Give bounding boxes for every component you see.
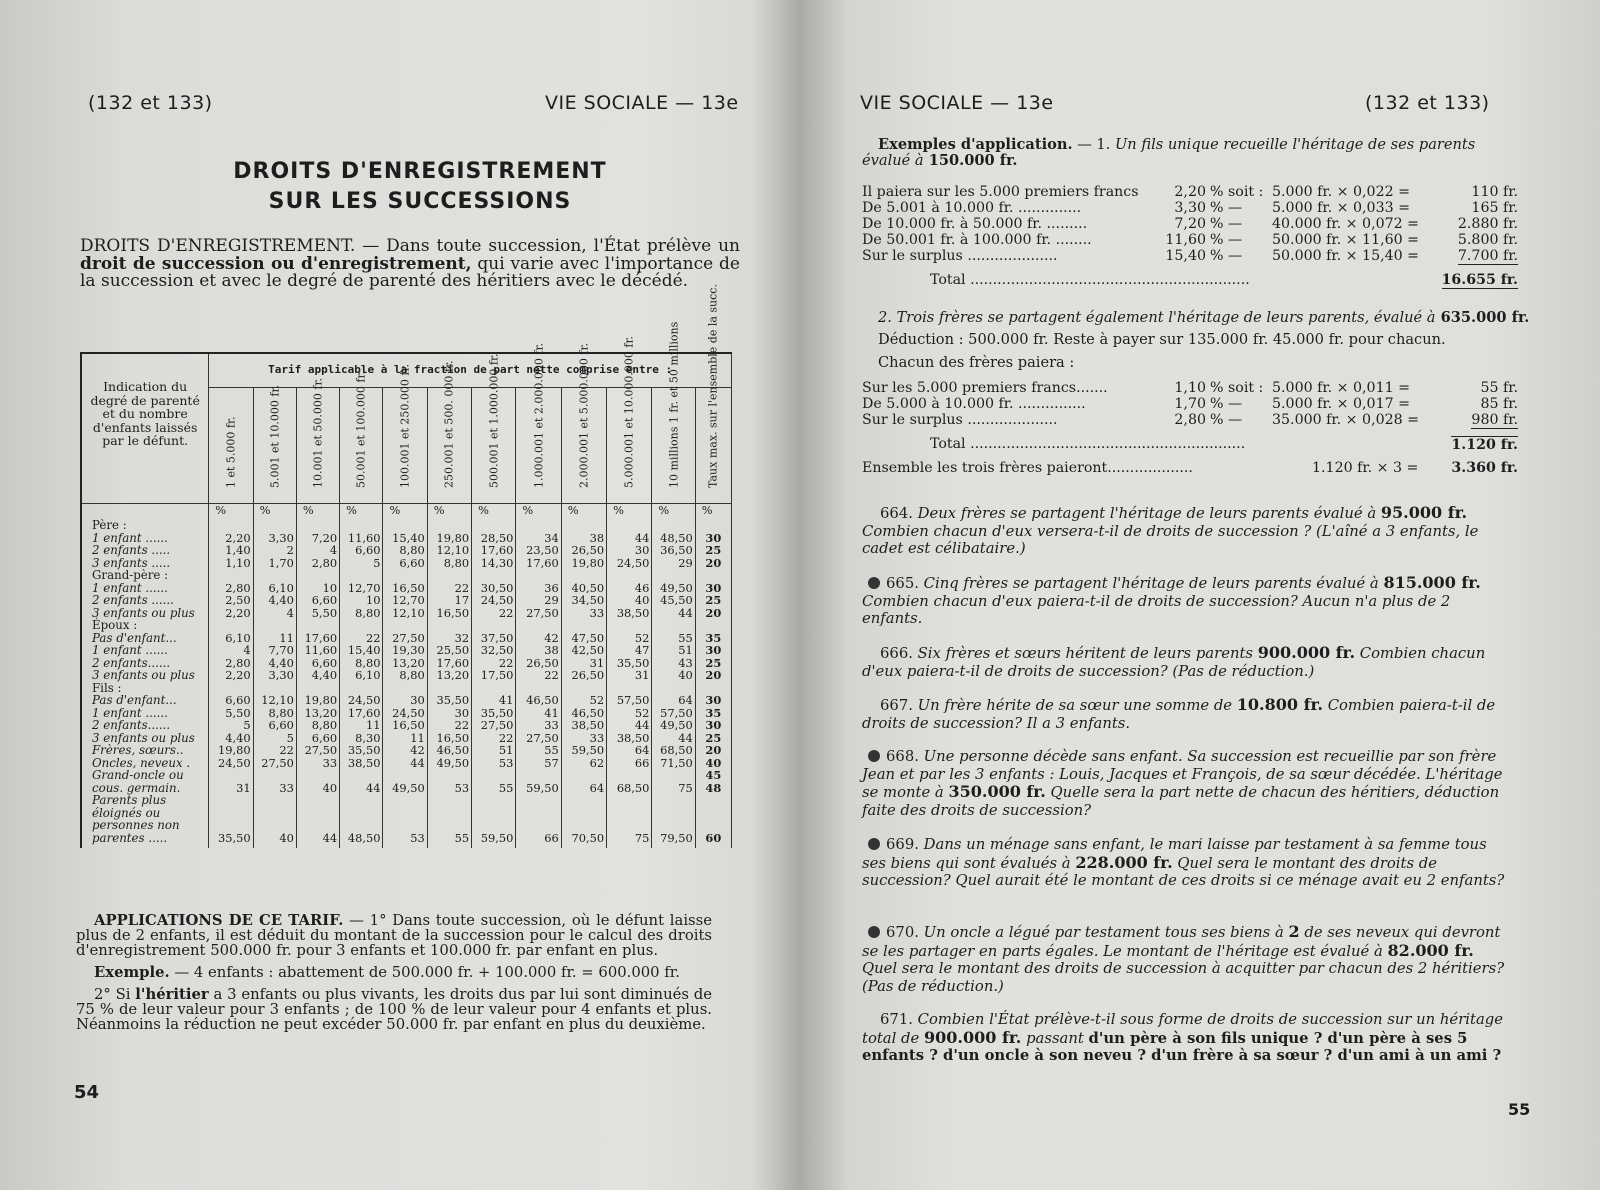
exercise-664: 664. Deux frères se partagent l'héritage de leurs parents évalué à 95.000 fr. Combien chacun d'eux versera-t-il de droits de succession ? (L'aîné a 3 enfants, le cadet est célibataire.) — [862, 503, 1479, 557]
calc-row: De 50.001 fr. à 100.000 fr. ........ 11,60 % — 50.000 fr. × 11,60 = 5.800 fr. — [862, 232, 1518, 248]
calc-row: Sur le surplus .................... 2,80 % — 35.000 fr. × 0,028 = 980 fr. — [862, 412, 1518, 428]
calc-row: De 10.000 fr. à 50.000 fr. ......... 7,20 % — 40.000 fr. × 0,072 = 2.880 fr. — [862, 216, 1518, 232]
percent-row: % % % % % % % % % % % % — [81, 503, 732, 519]
table-caption: Tarif applicable à la fraction de part nette comprise entre : — [209, 353, 732, 387]
table-row: 3 enfants ..... 1,10 1,70 2,80 5 6,60 8,80 14,30 17,60 19,80 24,50 29 20 — [81, 557, 732, 570]
tariff-table — [80, 283, 732, 848]
exercise-669: 669. Dans un ménage sans enfant, le mari laisse par testament à sa femme tous ses biens qui sont évalués à 228.000 fr. Quel sera le montant des droits de succession? Quel aurait été le montant de ces droits si ce ménage avait eu 2 enfants? — [862, 836, 1505, 889]
table-row: Frères, sœurs.. 19,80 22 27,50 35,50 42 46,50 51 55 59,50 64 68,50 20 — [81, 744, 732, 757]
example-2-ensemble: Ensemble les trois frères paieront................... 1.120 fr. × 3 = 3.360 fr. — [862, 460, 1518, 476]
example-2-statement: 2. Trois frères se partagent également l'héritage de leurs parents, évalué à 635.000 fr. — [878, 309, 1530, 326]
table-row: Époux : — [81, 619, 732, 632]
table-row: 2 enfants ..... 1,40 2 4 6,60 8,80 12,10 17,60 23,50 26,50 30 36,50 25 — [81, 544, 732, 557]
table-row: Fils : — [81, 682, 732, 695]
calc-row: De 5.001 à 10.000 fr. .............. 3,30 % — 5.000 fr. × 0,033 = 165 fr. — [862, 200, 1518, 216]
column-header: 100.001 et 250.000 fr. — [383, 387, 427, 503]
column-header: 250.001 et 500. 000 fr. — [427, 387, 471, 503]
column-header: 10 millions 1 fr. et 50 millions — [652, 387, 695, 503]
column-header: 5.001 et 10.000 fr. — [253, 387, 296, 503]
calc-row: Sur le surplus .................... 15,40 % — 50.000 fr. × 15,40 = 7.700 fr. — [862, 248, 1518, 264]
table-row: Oncles, neveux . 24,50 27,50 33 38,50 44 49,50 53 57 62 66 71,50 40 — [81, 757, 732, 770]
column-header: 1 et 5.000 fr. — [209, 387, 253, 503]
example-1-total: Total .............................................................. 16.655 fr. — [930, 272, 1518, 288]
table-row: 1 enfant ...... 2,80 6,10 10 12,70 16,50 22 30,50 36 40,50 46 49,50 30 — [81, 582, 732, 595]
indication-header: Indication du degré de parenté et du nombre d'enfants laissés par le défunt. — [81, 353, 209, 503]
table-row: Père : — [81, 519, 732, 532]
table-row: 2 enfants...... 5 6,60 8,80 11 16,50 22 27,50 33 38,50 44 49,50 30 — [81, 719, 732, 732]
page-number-right: 55 — [1508, 1100, 1531, 1119]
exercise-666: 666. Six frères et sœurs héritent de leurs parents 900.000 fr. Combien chacun d'eux paiera-t-il de droits de succession? (Pas de réduction.) — [862, 643, 1486, 680]
table-row: 3 enfants ou plus 4,40 5 6,60 8,30 11 16,50 22 27,50 33 38,50 44 25 — [81, 732, 732, 745]
column-header: 1.000.001 et 2.000.000 fr. — [516, 387, 561, 503]
example-2-total: Total ............................................................. 1.120 fr. — [930, 436, 1518, 453]
exercise-665: 665. Cinq frères se partagent l'héritage de leurs parents évalué à 815.000 fr. Combien chacun d'eux paiera-t-il de droits de succession? Aucun n'a plus de 2 enfants. — [862, 573, 1481, 627]
column-header: 50.001 et 100.000 fr. — [340, 387, 383, 503]
table-row: 1 enfant ...... 4 7,70 11,60 15,40 19,30 25,50 32,50 38 42,50 47 51 30 — [81, 644, 732, 657]
table-row: 2 enfants...... 2,80 4,40 6,60 8,80 13,20 17,60 22 26,50 31 35,50 43 25 — [81, 657, 732, 670]
example-1-statement: Exemples d'application. — 1. Un fils unique recueille l'héritage de ses parents évalué à 150.000 fr. — [862, 136, 1476, 169]
example-2-chacun: Chacun des frères paiera : — [878, 354, 1075, 371]
table-row: 1 enfant ...... 5,50 8,80 13,20 17,60 24,50 30 35,50 41 46,50 52 57,50 35 — [81, 707, 732, 720]
example-2-calculation — [862, 380, 1518, 428]
applications-section: APPLICATIONS DE CE TARIF. — 1° Dans toute succession, où le défunt laisse plus de 2 enfants, il est déduit du montant de la succession pour le calcul des droits d'enregistrement 500.000 fr. pour 3 enfants et 100.000 fr. par enfant en plus. Exemple. — 4 enfants : abattement de 500.000 fr. + 100.000 fr. = 600.000 fr. 2° Si l'héritier a 3 enfants ou plus vivants, les droits dus par lui sont diminués de 75 % de leur valeur pour 3 enfants ; de 100 % de leur valeur pour 4 enfants et plus. Néanmoins la réduction ne peut excéder 50.000 fr. par enfant en plus du deuxième. — [76, 912, 713, 1033]
table-row: cous. germain. 31 33 40 44 49,50 53 55 59,50 64 68,50 75 48 — [81, 782, 732, 795]
example-1-calculation — [862, 184, 1518, 264]
exercise-668: 668. Une personne décède sans enfant. Sa succession est recueillie par son frère Jean et par les 3 enfants : Louis, Jacques et François, de sa sœur décédée. L'héritage se monte à 350.000 fr. Quelle sera la part nette de chacun des héritiers, déduction faite des droits de succession? — [862, 748, 1503, 819]
exercise-670: 670. Un oncle a légué par testament tous ses biens à 2 de ses neveux qui devront se les partager en parts égales. Le montant de l'héritage est évalué à 82.000 fr. Quel sera le montant des droits de succession à acquitter par chacun des 2 héritiers? (Pas de réduction.) — [862, 922, 1505, 995]
page-title: DROITS D'ENREGISTREMENT SUR LES SUCCESSIONS — [233, 159, 607, 214]
bullet-icon — [868, 750, 880, 762]
table-row: Pas d'enfant... 6,60 12,10 19,80 24,50 30 35,50 41 46,50 52 57,50 64 30 — [81, 694, 732, 707]
column-header: 2.000.001 et 5.000.000 fr. — [561, 387, 606, 503]
column-header: Taux max. sur l'ensemble de la succ. — [695, 387, 731, 503]
intro-paragraph: DROITS D'ENREGISTREMENT. — Dans toute succession, l'État prélève un droit de succession ou d'enregistrement, qui varie avec l'importance de la succession et avec le degré de parenté des héritiers avec le décédé. — [80, 236, 740, 291]
bullet-icon — [868, 926, 880, 938]
table-row: Pas d'enfant... 6,10 11 17,60 22 27,50 32 37,50 42 47,50 52 55 35 — [81, 632, 732, 645]
table-row: 2 enfants ...... 2,50 4,40 6,60 10 12,70 17 24,50 29 34,50 40 45,50 25 — [81, 594, 732, 607]
right-header-ref: (132 et 133) — [1365, 92, 1490, 114]
exercise-667: 667. Un frère hérite de sa sœur une somme de 10.800 fr. Combien paiera-t-il de droits de succession? Il a 3 enfants. — [862, 695, 1496, 732]
left-header-section: VIE SOCIALE — 13e — [545, 92, 739, 114]
column-header: 5.000.001 et 10.000.000 fr. — [607, 387, 652, 503]
calc-row: Il paiera sur les 5.000 premiers francs 2,20 % soit : 5.000 fr. × 0,022 = 110 fr. — [862, 184, 1518, 200]
exercise-671: 671. Combien l'État prélève-t-il sous forme de droits de succession sur un héritage total de 900.000 fr. passant d'un père à son fils unique ? d'un père à ses 5 enfants ? d'un oncle à son neveu ? d'un frère à sa sœur ? d'un ami à un ami ? — [862, 1011, 1503, 1064]
calc-row: De 5.000 à 10.000 fr. ............... 1,70 % — 5.000 fr. × 0,017 = 85 fr. — [862, 396, 1518, 412]
table-row: personnes non — [81, 819, 732, 832]
table-row: 3 enfants ou plus 2,20 3,30 4,40 6,10 8,80 13,20 17,50 22 26,50 31 40 20 — [81, 669, 732, 682]
table-row: Grand-oncle ou 45 — [81, 769, 732, 782]
table-row: 3 enfants ou plus 2,20 4 5,50 8,80 12,10 16,50 22 27,50 33 38,50 44 20 — [81, 607, 732, 620]
table-row: 1 enfant ...... 2,20 3,30 7,20 11,60 15,40 19,80 28,50 34 38 44 48,50 30 — [81, 532, 732, 545]
table-row: Parents plus — [81, 794, 732, 807]
table-row: éloignés ou — [81, 807, 732, 820]
right-header-section: VIE SOCIALE — 13e — [860, 92, 1054, 114]
column-header: 10.001 et 50.000 fr. — [296, 387, 339, 503]
bullet-icon — [868, 577, 880, 589]
example-2-deduction: Déduction : 500.000 fr. Reste à payer sur 135.000 fr. 45.000 fr. pour chacun. — [878, 331, 1446, 348]
column-header: 500.001 et 1.000.000 fr. — [472, 387, 516, 503]
left-header-ref: (132 et 133) — [88, 92, 213, 114]
calc-row: Sur les 5.000 premiers francs....... 1,10 % soit : 5.000 fr. × 0,011 = 55 fr. — [862, 380, 1518, 396]
table-row: Grand-père : — [81, 569, 732, 582]
page-number-left: 54 — [74, 1082, 100, 1103]
bullet-icon — [868, 838, 880, 850]
table-row: parentes ..... 35,50 40 44 48,50 53 55 59,50 66 70,50 75 79,50 60 — [81, 832, 732, 849]
